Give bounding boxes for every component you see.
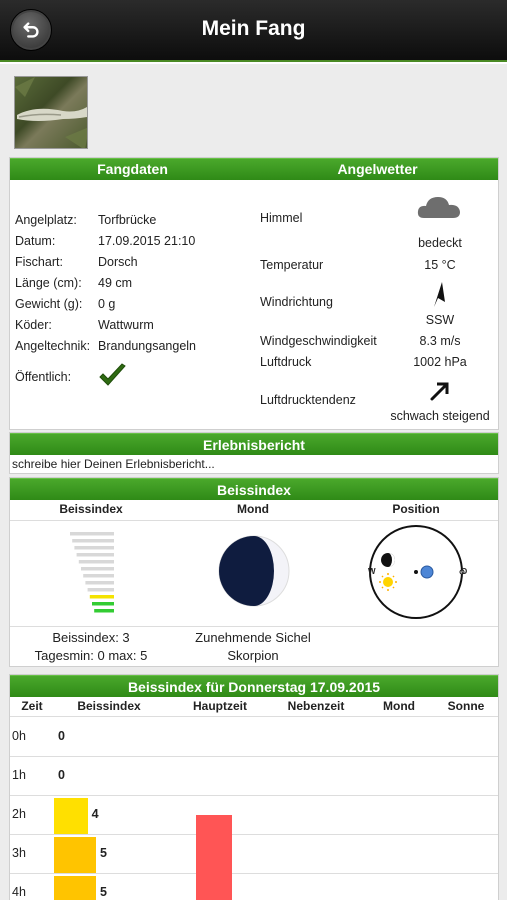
angelwetter-title: Angelwetter <box>337 161 418 177</box>
zodiac-text: Skorpion <box>227 648 279 663</box>
hour-label: 3h <box>12 846 26 860</box>
gauge-segment <box>72 539 114 543</box>
fang-label: Fischart: <box>15 255 63 269</box>
wind-arrow-icon <box>428 281 448 309</box>
fang-label: Datum: <box>15 234 56 248</box>
day-col-header: Beissindex <box>77 699 141 713</box>
gauge-segment <box>85 581 114 585</box>
wind-speed-value: 8.3 m/s <box>419 334 461 348</box>
gauge-segment <box>77 553 114 557</box>
pressure-tendency-value: schwach steigend <box>390 409 490 423</box>
gauge-segment <box>81 567 114 571</box>
day-col-header: Sonne <box>447 699 485 713</box>
hour-label: 0h <box>12 729 26 743</box>
pressure-trend-icon <box>429 380 451 402</box>
report-title: Erlebnisbericht <box>10 433 498 455</box>
beissindex-panel <box>9 477 499 667</box>
day-forecast-panel <box>9 674 499 900</box>
bite-index-value: 4 <box>91 807 99 821</box>
cloud-icon <box>416 194 462 220</box>
divider <box>10 834 498 835</box>
fang-label: Köder: <box>15 318 52 332</box>
sky-label: Himmel <box>260 211 303 225</box>
col-mond: Mond <box>237 502 269 516</box>
col-beissindex: Beissindex <box>59 502 123 516</box>
report-textarea[interactable]: schreibe hier Deinen Erlebnisbericht... <box>12 457 215 471</box>
page-title: Mein Fang <box>201 17 306 40</box>
moon-phase-text: Zunehmende Sichel <box>195 630 311 645</box>
fang-value: Torfbrücke <box>98 213 157 227</box>
pressure-tendency-label: Luftdrucktendenz <box>260 393 356 407</box>
moon-phase-icon <box>217 534 291 608</box>
pressure-label: Luftdruck <box>260 355 312 369</box>
gauge-segment <box>83 574 114 578</box>
public-label: Öffentlich: <box>15 370 72 384</box>
bite-index-value: 5 <box>100 846 107 860</box>
fang-label: Länge (cm): <box>15 276 82 290</box>
bite-index-value: 5 <box>100 885 107 899</box>
divider <box>10 873 498 874</box>
wind-speed-label: Windgeschwindigkeit <box>260 334 377 348</box>
bite-index-bar <box>54 798 88 835</box>
fang-value: 0 g <box>98 297 116 311</box>
gauge-segment <box>88 588 114 592</box>
gauge-segment <box>70 532 114 536</box>
fang-value: Dorsch <box>98 255 138 269</box>
col-position: Position <box>392 502 440 516</box>
sun-moon-position-diagram <box>364 524 468 620</box>
day-forecast-title: Beissindex für Donnerstag 17.09.2015 <box>10 675 498 697</box>
day-col-header: Hauptzeit <box>193 699 247 713</box>
bite-index-bar <box>54 876 96 900</box>
fang-label: Gewicht (g): <box>15 297 83 311</box>
app-bar <box>0 0 507 62</box>
fang-value: Brandungsangeln <box>98 339 196 353</box>
hour-label: 4h <box>12 885 26 899</box>
checkmark-icon[interactable] <box>98 363 128 389</box>
main-time-bar <box>196 815 232 834</box>
divider <box>10 716 498 717</box>
position-west-label: W <box>368 567 376 576</box>
bite-index-text: Beissindex: 3 <box>52 630 130 645</box>
fangdaten-title: Fangdaten <box>97 161 168 177</box>
sky-value: bedeckt <box>418 236 462 250</box>
temperature-value: 15 °C <box>424 258 456 272</box>
catch-weather-panel <box>9 157 499 430</box>
gauge-segment <box>90 595 114 599</box>
position-east-label: O <box>461 567 468 576</box>
divider <box>10 756 498 757</box>
gauge-segment <box>92 602 114 606</box>
gauge-segment <box>74 546 114 550</box>
fang-label: Angelplatz: <box>15 213 77 227</box>
report-panel <box>9 432 499 474</box>
hour-label: 1h <box>12 768 26 782</box>
bite-level-gauge <box>68 530 128 620</box>
fang-label: Angeltechnik: <box>15 339 91 353</box>
fang-value: 17.09.2015 21:10 <box>98 234 196 248</box>
catch-photo[interactable] <box>14 76 88 149</box>
fang-value: 49 cm <box>98 276 133 290</box>
day-col-header: Zeit <box>21 699 43 713</box>
hour-label: 2h <box>12 807 26 821</box>
divider <box>10 795 498 796</box>
beissindex-title: Beissindex <box>10 478 498 500</box>
day-min-max-text: Tagesmin: 0 max: 5 <box>34 648 148 663</box>
day-col-header: Mond <box>383 699 415 713</box>
main-time-bar <box>196 834 232 873</box>
temperature-label: Temperatur <box>260 258 324 272</box>
pressure-value: 1002 hPa <box>413 355 467 369</box>
divider <box>10 626 498 627</box>
bite-index-bar <box>54 837 96 874</box>
bite-index-value: 0 <box>58 768 65 782</box>
wind-direction-value: SSW <box>425 313 455 327</box>
divider <box>10 520 498 521</box>
main-time-bar <box>196 873 232 900</box>
bite-index-value: 0 <box>58 729 65 743</box>
day-col-header: Nebenzeit <box>287 699 345 713</box>
wind-direction-label: Windrichtung <box>260 295 333 309</box>
fang-value: Wattwurm <box>98 318 154 332</box>
gauge-segment <box>94 609 114 613</box>
gauge-segment <box>79 560 114 564</box>
